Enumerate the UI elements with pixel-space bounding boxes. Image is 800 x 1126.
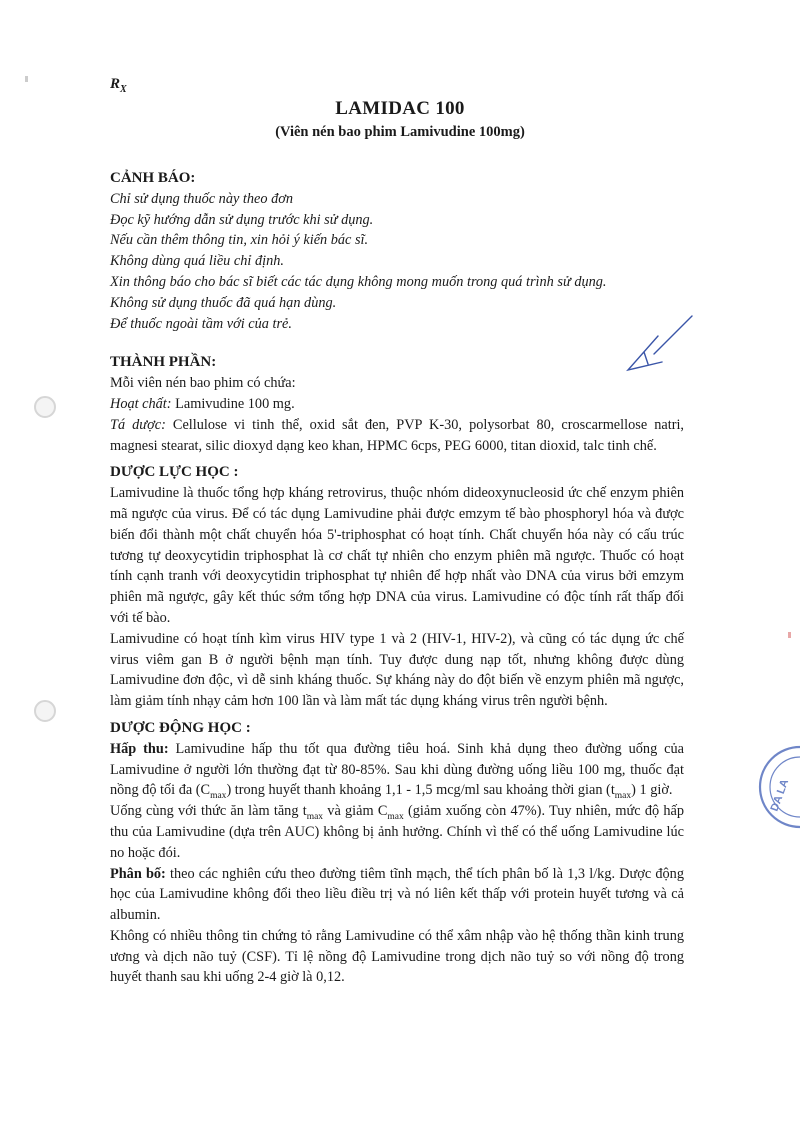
pharmacodynamics-heading: DƯỢC LỰC HỌC : (110, 464, 239, 481)
food-effect-paragraph: Uống cùng với thức ăn làm tăng $t_{max}$ và giảm $C_{max}$ (giảm xuống còn 47%). Tuy nhiên, mức độ hấp thu của Lamivudine (dựa trên AUC) không bị ảnh hưởng. Chính vì thế có thể uống Lamivudine lúc no hoặc đói. (110, 803, 685, 861)
warning-line: Nếu cần thêm thông tin, xin hỏi ý kiến bác sĩ. (110, 232, 369, 249)
document-body (110, 162, 684, 988)
absorption-paragraph: Hấp thu: Lamivudine hấp thu tốt qua đường tiêu hoá. Sinh khả dụng theo đường uống của Lamivudine ở người lớn thường đạt từ 80-85%. Sau khi dùng đường uống liều 100 mg, thuốc đạt nồng độ tối đa $(C_{max})$ trong huyết thanh khoảng 1,1 - 1,5 mcg/ml sau khoảng thời gian $(t_{max})$ 1 giờ. (110, 740, 684, 802)
margin-mark (788, 632, 791, 638)
rx-symbol: $R_X$ (110, 76, 127, 95)
warning-heading: CẢNH BÁO: (110, 170, 196, 186)
warning-line: Đọc kỹ hướng dẫn sử dụng trước khi sử dụng. (110, 211, 374, 228)
warning-line: Không sử dụng thuốc đã quá hạn dùng. (110, 294, 337, 311)
pharmacodynamics-paragraph: Lamivudine là thuốc tổng hợp kháng retrovirus, thuộc nhóm dideoxynucleosid ức chế enzym phiên mã ngược của virus. Để có tác dụng Lamivudine phải được emzym tế bào phosphoryl hóa và được biến đổi thành một chất chuyển hóa 5'-triphosphat có hoạt tính. Chất chuyển hóa này có cấu trúc tương tự deoxycytidin triphosphat là cơ chất tự nhiên cho enzym phiên mã ngược. Thuốc có hoạt tính cạnh tranh với deoxycytidin triphosphat tự nhiên để hợp nhất vào DNA của virus bởi emzym phiên mã ngược, gây kết thúc sớm tổng hợp DNA của virus. Lamivudine có độc tính rất thấp đối với tế bào. (110, 485, 684, 626)
warning-line: Chỉ sử dụng thuốc này theo đơn (110, 190, 294, 207)
distribution-paragraph: Phân bố: theo các nghiên cứu theo đường tiêm tĩnh mạch, thể tích phân bố là 1,3 l/kg. Dược động học của Lamivudine không đổi theo liều điều trị và nó liên kết thấp với protein huyết tương và cả albumin. (110, 865, 684, 924)
csf-paragraph: Không có nhiều thông tin chứng tỏ rằng Lamivudine có thể xâm nhập vào hệ thống thần kinh trung ương và dịch não tuỷ (CSF). Tỉ lệ nồng độ Lamivudine trong dịch não tuỷ so với nồng độ trong huyết thanh sau khi uống 2-4 giờ là 0,12. (110, 927, 684, 986)
pharmacodynamics-paragraph: Lamivudine có hoạt tính kìm virus HIV type 1 và 2 (HIV-1, HIV-2), và cũng có tác dụng ức chế virus viêm gan B ở người bệnh mạn tính. Tuy được dung nạp tốt, nhưng không được dùng Lamivudine đơn độc, vì dễ sinh kháng thuốc. Sự kháng này do đột biến về enzym phiên mã ngược, làm giảm tính nhạy cảm hơn 100 lần và làm mất tác dụng kháng virus trên người bệnh. (110, 630, 684, 710)
active-ingredient: Hoạt chất: Lamivudine 100 mg. (110, 395, 295, 412)
warning-line: Xin thông báo cho bác sĩ biết các tác dụng không mong muốn trong quá trình sử dụng. (110, 273, 607, 290)
composition-heading: THÀNH PHẦN: (110, 354, 217, 371)
pharmacokinetics-heading: DƯỢC ĐỘNG HỌC : (110, 719, 251, 736)
stamp-seal (755, 742, 800, 832)
warning-line: Không dùng quá liều chỉ định. (110, 253, 284, 270)
punch-hole (34, 396, 56, 418)
signature-mark (618, 312, 698, 378)
document-subtitle: (Viên nén bao phim Lamivudine 100mg) (275, 124, 525, 140)
svg-text:DA LA: DA LA (768, 777, 792, 814)
composition-intro: Mỗi viên nén bao phim có chứa: (110, 375, 296, 392)
document-title: LAMIDAC 100 (335, 98, 465, 119)
excipients: Tá dược: Cellulose vi tinh thể, oxid sắt đen, PVP K-30, polysorbat 80, croscarmellose natri, magnesi stearat, silic dioxyd dạng keo khan, HPMC 6cps, PEG 6000, titan dioxid, talc tinh chế. (110, 416, 684, 454)
punch-hole (34, 700, 56, 722)
warning-line: Để thuốc ngoài tầm với của trẻ. (110, 315, 292, 332)
margin-mark (25, 76, 28, 82)
